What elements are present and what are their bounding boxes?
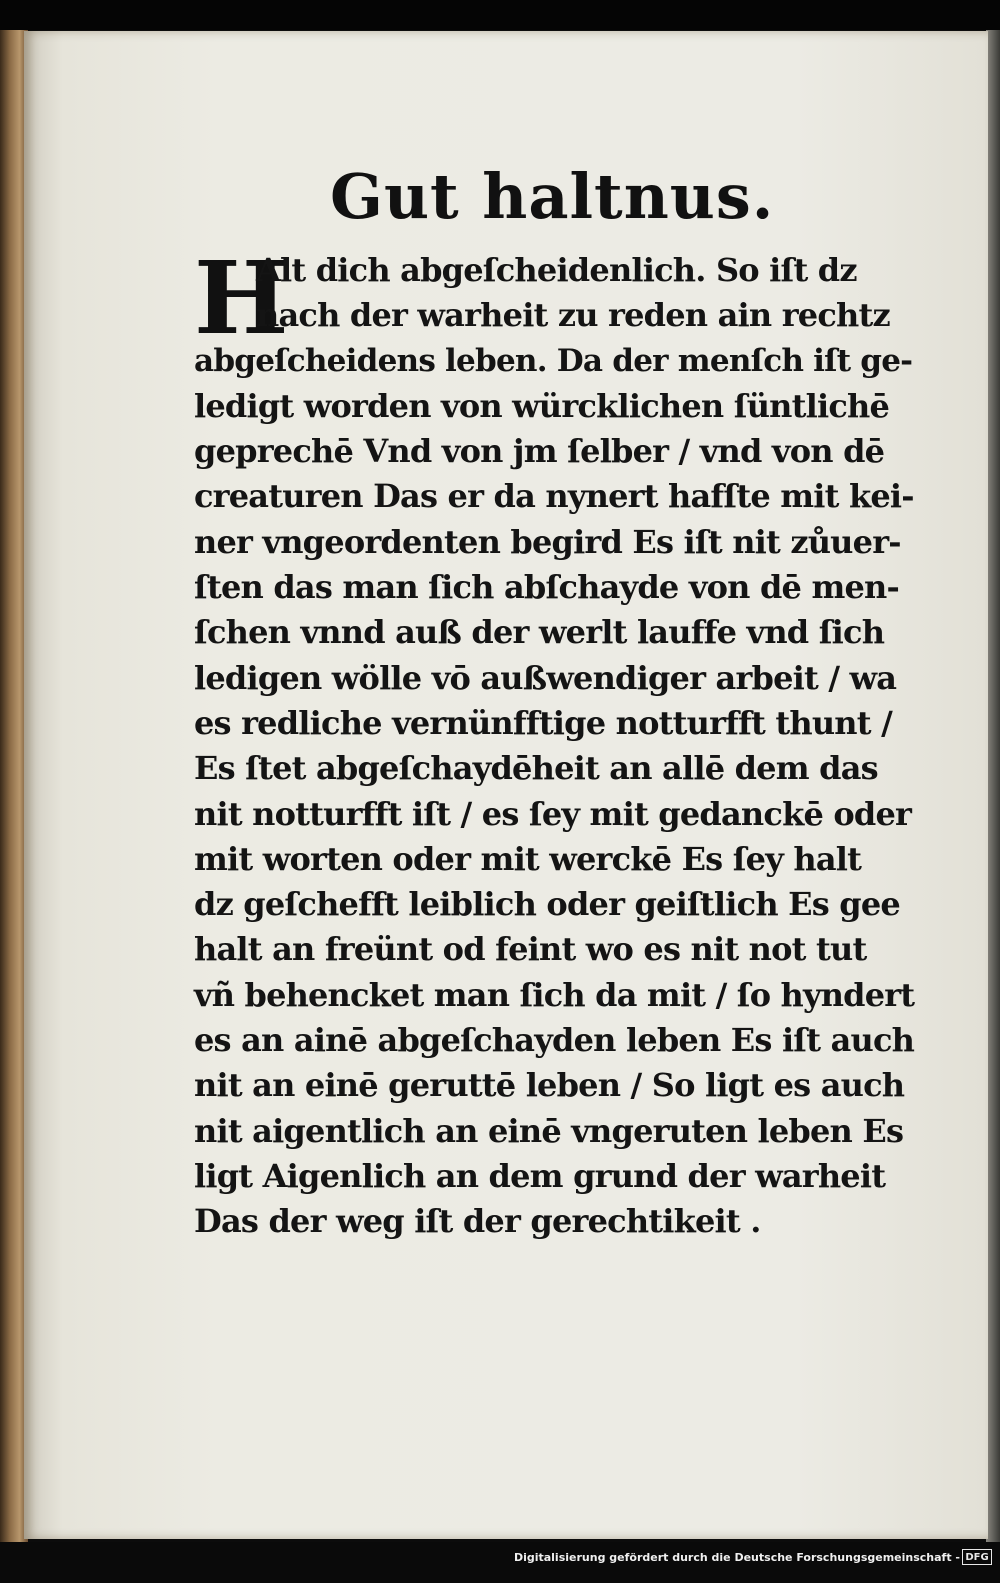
text-line: Alt dich abgeſcheidenlich. So iſt dz (256, 251, 857, 289)
text-line: es redliche vernünfftige notturfft thunt / (194, 703, 892, 742)
text-line: Das der weg iſt der gerechtikeit . (194, 1202, 761, 1241)
text-line: nit an einē geruttē leben / So ligt es auch (194, 1066, 905, 1105)
text-line: ledigen wölle vō außwendiger arbeit / wa (194, 658, 897, 697)
text-line: ledigt worden von würcklichen ſüntlichē (194, 386, 890, 425)
text-line: dz geſchefft leiblich oder geiſtlich Es gee (194, 885, 900, 924)
text-line: es an ainē abgeſchayden leben Es iſt auch (194, 1021, 915, 1060)
body-text (194, 239, 915, 1245)
text-line: abgeſcheidens leben. Da der menſch iſt ge- (194, 342, 913, 379)
text-line: Es ſtet abgeſchaydēheit an allē dem das (194, 749, 878, 788)
text-line: nit notturfft iſt / es ſey mit gedanckē oder (194, 794, 912, 833)
top-scan-border (0, 0, 1000, 30)
page-title: Gut haltnus. (330, 160, 775, 233)
funding-credit: Digitalisierung gefördert durch die Deutsche Forschungsgemeinschaft - (513, 1551, 960, 1564)
text-line: ſten das man ſich abſchayde von dē men- (194, 568, 900, 607)
text-line: halt an freünt od feint wo es nit not tut (194, 930, 867, 969)
text-line: creaturen Das er da nynert hafſte mit kei- (194, 477, 914, 516)
drop-cap: H (194, 239, 289, 357)
text-line: ner vngeordenten begird Es iſt nit zůuer- (194, 522, 901, 561)
text-line: ſchen vnnd auß der werlt lauffe vnd ſich (194, 613, 885, 652)
dfg-logo: DFG (962, 1549, 992, 1565)
text-line: ligt Aigenlich an dem grund der warheit (194, 1156, 886, 1195)
text-line: vñ behencket man ſich da mit / ſo hyndert (194, 975, 915, 1014)
text-line: mit worten oder mit werckē Es ſey halt (194, 839, 862, 878)
page-right-edge (986, 30, 1000, 1542)
text-line: nit aigentlich an einē vngeruten leben Es (194, 1111, 904, 1150)
text-line: nach der warheit zu reden ain rechtz (256, 296, 890, 335)
text-line: geprechē Vnd von jm ſelber / vnd von dē (194, 432, 885, 471)
